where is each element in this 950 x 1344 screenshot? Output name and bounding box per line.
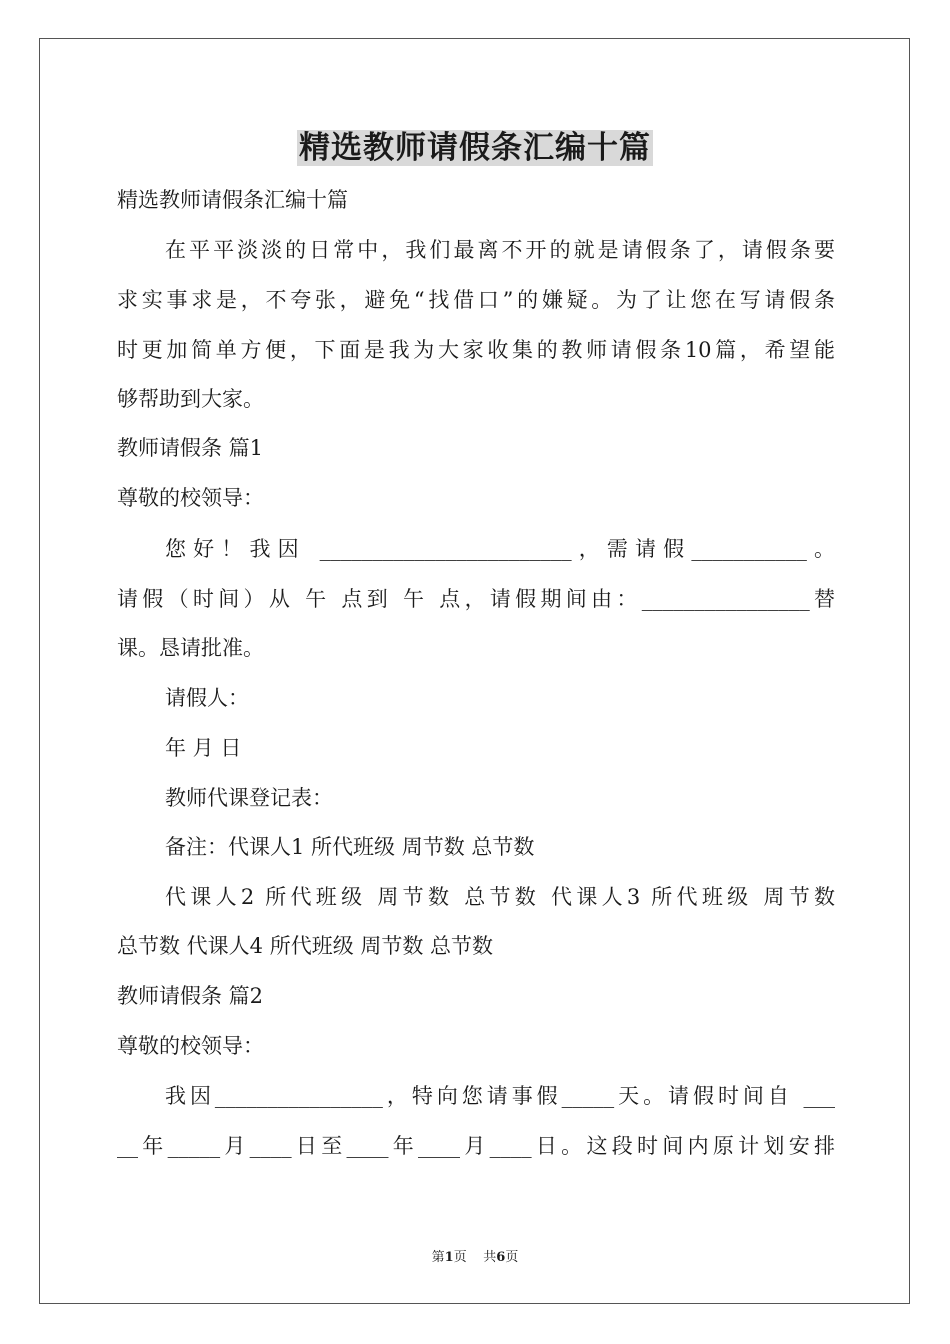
paragraph-line: 请假（时间）从 午 点到 午 点，请假期间由：________________替 [117,587,835,611]
page-label-post: 页 [453,1250,467,1265]
document-title [0,126,950,170]
section-heading: 教师请假条 篇1 [117,436,264,460]
paragraph-line: 时更加简单方便，下面是我为大家收集的教师请假条10篇，希望能 [117,338,835,362]
date-line: 年 月 日 [165,736,242,760]
substitute-line: 总节数 代课人4 所代班级 周节数 总节数 [117,934,494,958]
paragraph-line: 够帮助到大家。 [117,387,264,411]
paragraph-line: 求实事求是，不夸张，避免“找借口”的嫌疑。为了让您在写请假条 [117,288,835,312]
substitute-line: 代课人2 所代班级 周节数 总节数 代课人3 所代班级 周节数 [165,885,835,909]
total-pages: 6 [496,1250,506,1265]
paragraph-line: 您好！我因 ________________________，需请假___________。 [165,537,835,561]
total-label-post: 页 [505,1250,519,1265]
note-line: 备注：代课人1 所代班级 周节数 总节数 [165,835,535,859]
page-border [39,38,910,1304]
salutation-line: 尊敬的校领导： [117,1034,264,1058]
page-label-pre: 第 [431,1250,445,1265]
subtitle-line: 精选教师请假条汇编十篇 [117,188,348,212]
substitute-table-heading: 教师代课登记表： [165,786,333,810]
salutation-line: 尊敬的校领导： [117,486,264,510]
paragraph-line: 我因________________，特向您请事假_____天。请假时间自 ___ [165,1084,835,1108]
section-heading: 教师请假条 篇2 [117,984,264,1008]
page-number: 1 [444,1250,454,1265]
page-footer [0,1249,950,1267]
paragraph-line: __年_____月____日至____年____月____日。这段时间内原计划安排 [117,1134,835,1158]
paragraph-line: 在平平淡淡的日常中，我们最离不开的就是请假条了，请假条要 [165,238,835,262]
applicant-line: 请假人： [165,686,249,710]
paragraph-line: 课。恳请批准。 [117,636,264,660]
total-label-pre: 共 [483,1250,497,1265]
document-title-text: 精选教师请假条汇编十篇 [299,130,651,166]
